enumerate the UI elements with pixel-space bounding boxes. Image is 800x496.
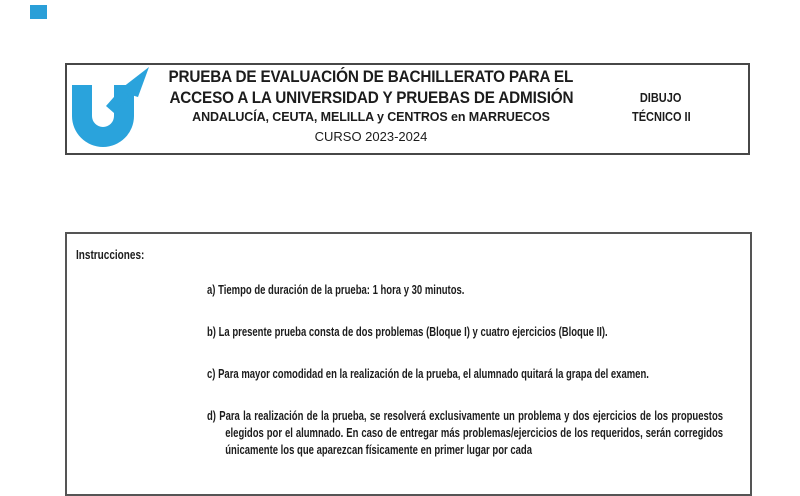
- exam-title-line-1: PRUEBA DE EVALUACIÓN DE BACHILLERATO PARA EL: [168, 67, 574, 86]
- instruction-item-c: c) Para mayor comodidad en la realización de la prueba, el alumnado quitará la grapa del examen.: [207, 367, 649, 381]
- instructions-label: Instrucciones:: [76, 248, 145, 262]
- instruction-item-d: d) Para la realización de la prueba, se resolverá exclusivamente un problema y dos ejercicios de los propuestos elegidos por el alumnado. En caso de entregar más problemas/ejercicios de los requeridos, serán corregidos únicamente los que aparezcan físicamente en primer lugar por cada: [207, 409, 724, 457]
- subject-name-line-2: TÉCNICO II: [631, 110, 691, 124]
- corner-mark: [30, 5, 47, 19]
- subject-name-line-1: DIBUJO: [640, 91, 682, 105]
- exam-region-line: ANDALUCÍA, CEUTA, MELILLA y CENTROS en MARRUECOS: [192, 110, 550, 124]
- instruction-item-b: b) La presente prueba consta de dos problemas (Bloque I) y cuatro ejercicios (Bloque II).: [207, 325, 608, 339]
- exam-subject-block: [601, 89, 721, 127]
- instruction-item-a: a) Tiempo de duración de la prueba: 1 hora y 30 minutos.: [207, 283, 465, 297]
- exam-title-block: [168, 66, 574, 146]
- exam-title-line-2: ACCESO A LA UNIVERSIDAD Y PRUEBAS DE ADMISIÓN: [169, 88, 573, 107]
- university-logo-icon: [68, 64, 153, 152]
- exam-course-year: CURSO 2023-2024: [314, 129, 428, 144]
- instructions-list: [207, 282, 723, 484]
